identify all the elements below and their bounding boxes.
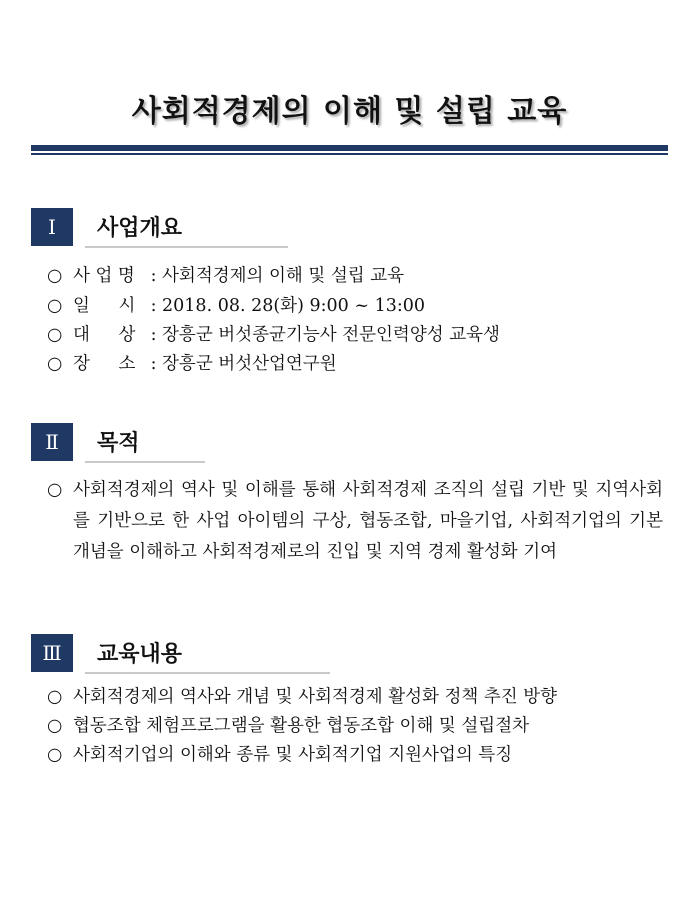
bullet-circle-icon: ○ <box>47 296 63 316</box>
overview-label: 사 업 명 <box>73 266 135 286</box>
colon: : <box>145 266 163 286</box>
colon: : <box>145 354 163 374</box>
content-text: 사회적경제의 역사와 개념 및 사회적경제 활성화 정책 추진 방향 <box>73 687 558 707</box>
content-text: 사회적기업의 이해와 종류 및 사회적기업 지원사업의 특징 <box>73 745 513 765</box>
overview-item <box>47 350 337 378</box>
section-2-title: 목적 <box>97 431 140 456</box>
bullet-circle-icon: ○ <box>47 354 63 374</box>
purpose-text: 사회적경제의 역사 및 이해를 통해 사회적경제 조직의 설립 기반 및 지역사회를 기반으로 한 사업 아이템의 구상, 협동조합, 마을기업, 사회적기업의 기본개념을 이해하고 사회적경제로의 진입 및 지역 경제 활성화 기여 <box>73 480 663 562</box>
section-2-underline <box>85 461 205 463</box>
title-rule-thick <box>31 145 668 151</box>
overview-value: 장흥군 버섯산업연구원 <box>162 354 337 374</box>
overview-item <box>47 292 425 320</box>
section-3-title: 교육내용 <box>97 642 183 667</box>
title-rule-thin <box>31 153 668 155</box>
bullet-circle-icon: ○ <box>47 266 63 286</box>
section-1-underline <box>85 246 288 248</box>
colon: : <box>145 296 163 316</box>
content-item <box>47 683 557 711</box>
overview-value: 사회적경제의 이해 및 설립 교육 <box>162 266 405 286</box>
overview-item <box>47 321 500 349</box>
document-title: 사회적경제의 이해 및 설립 교육 <box>131 94 568 129</box>
bullet-circle-icon: ○ <box>47 745 63 765</box>
section-1-number: Ⅰ <box>31 208 73 246</box>
overview-label: 대 상 <box>73 325 136 345</box>
section-1-title: 사업개요 <box>97 216 183 241</box>
section-3-number: Ⅲ <box>31 634 73 672</box>
bullet-circle-icon: ○ <box>47 480 63 500</box>
content-item <box>47 712 529 740</box>
section-2-number: Ⅱ <box>31 423 73 461</box>
colon: : <box>145 325 163 345</box>
content-item <box>47 741 512 769</box>
bullet-circle-icon: ○ <box>47 716 63 736</box>
overview-value: 2018. 08. 28(화) 9:00 ~ 13:00 <box>162 296 425 316</box>
overview-label: 장 소 <box>73 354 136 374</box>
section-3-underline <box>85 672 330 674</box>
bullet-circle-icon: ○ <box>47 687 63 707</box>
bullet-circle-icon: ○ <box>47 325 63 345</box>
content-text: 협동조합 체험프로그램을 활용한 협동조합 이해 및 설립절차 <box>73 716 529 736</box>
overview-value: 장흥군 버섯종균기능사 전문인력양성 교육생 <box>162 325 500 345</box>
purpose-paragraph <box>47 475 663 568</box>
overview-item <box>47 262 404 290</box>
overview-label: 일 시 <box>73 296 136 316</box>
